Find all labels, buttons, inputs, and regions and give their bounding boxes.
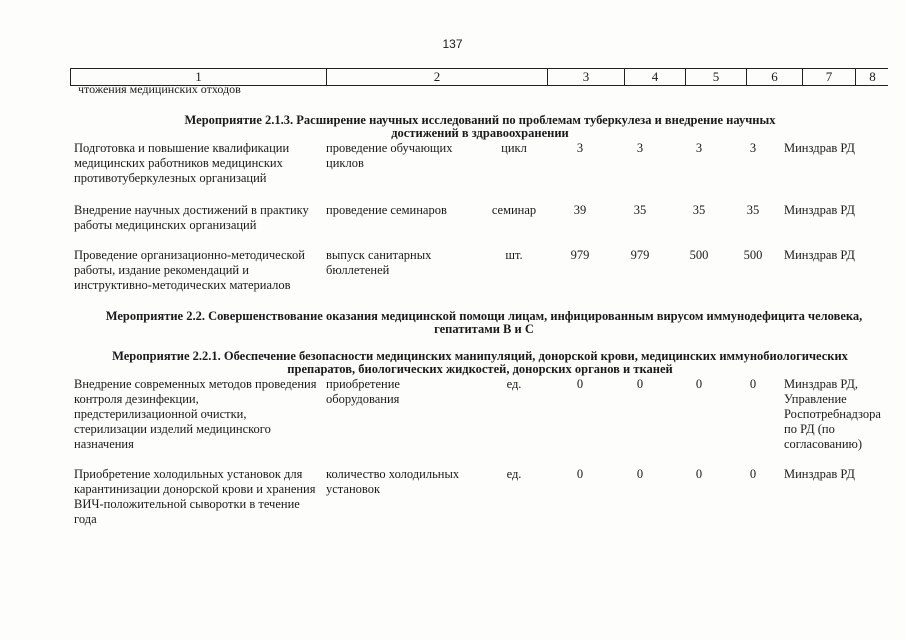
- value-3: 0: [695, 377, 703, 391]
- page-number: 137: [442, 37, 463, 51]
- measure-name: Внедрение современных методов проведения контроля дезинфекции, предстерилизационной очистки, стерилизации изделий медицинского назначения: [74, 377, 317, 451]
- continuation-text: чтожения медицинских отходов: [78, 82, 241, 96]
- value-2: 3: [636, 141, 644, 155]
- unit: ед.: [506, 377, 522, 391]
- column-number-2: 2: [326, 69, 547, 85]
- indicator: проведение обучающих циклов: [326, 141, 453, 170]
- responsible: Минздрав РД: [784, 203, 855, 217]
- measure-name: Проведение организационно-методической работы, издание рекомендаций и инструктивно-методических материалов: [74, 248, 305, 292]
- responsible: Минздрав РД: [784, 141, 855, 155]
- value-1: 0: [576, 377, 584, 391]
- responsible: Минздрав РД: [784, 467, 855, 481]
- column-number-6: 6: [746, 69, 802, 85]
- indicator: выпуск санитарных бюллетеней: [326, 248, 432, 277]
- section-heading: Мероприятие 2.2.1. Обеспечение безопасности медицинских манипуляций, донорской крови, медицинских иммунобиологических препаратов, биологических жидкостей, донорских органов и тканей: [112, 349, 848, 376]
- value-1: 3: [576, 141, 584, 155]
- value-1: 979: [570, 248, 590, 262]
- column-number-3: 3: [547, 69, 624, 85]
- section-heading: Мероприятие 2.2. Совершенствование оказания медицинской помощи лицам, инфицированным вирусом иммунодефицита человека, гепатитами В и С: [105, 309, 863, 336]
- value-4: 0: [749, 377, 757, 391]
- column-number-1: 1: [70, 69, 326, 85]
- measure-name: Подготовка и повышение квалификации медицинских работников медицинских противотуберкулезных организаций: [74, 141, 290, 185]
- section-heading: Мероприятие 2.1.3. Расширение научных исследований по проблемам туберкулеза и внедрение научных достижений в здравоохранении: [184, 113, 776, 140]
- unit: ед.: [506, 467, 522, 481]
- value-3: 35: [692, 203, 706, 217]
- column-number-5: 5: [685, 69, 746, 85]
- value-4: 3: [749, 141, 757, 155]
- unit: шт.: [505, 248, 523, 262]
- value-4: 35: [746, 203, 760, 217]
- value-3: 0: [695, 467, 703, 481]
- responsible: Минздрав РД, Управление Роспотребнадзора по РД (по согласованию): [784, 377, 881, 451]
- responsible: Минздрав РД: [784, 248, 855, 262]
- value-3: 3: [695, 141, 703, 155]
- indicator: приобретение оборудования: [326, 377, 400, 406]
- value-4: 0: [749, 467, 757, 481]
- measure-name: Приобретение холодильных установок для карантинизации донорской крови и хранения ВИЧ-положительной сыворотки в течение года: [74, 467, 316, 526]
- column-number-8: 8: [855, 69, 889, 85]
- measure-name: Внедрение научных достижений в практику работы медицинских организаций: [74, 203, 309, 232]
- value-1: 39: [573, 203, 587, 217]
- column-number-7: 7: [802, 69, 855, 85]
- unit: цикл: [501, 141, 527, 155]
- column-number-4: 4: [624, 69, 685, 85]
- value-2: 0: [636, 377, 644, 391]
- value-4: 500: [743, 248, 763, 262]
- value-1: 0: [576, 467, 584, 481]
- unit: семинар: [491, 203, 537, 217]
- value-2: 979: [630, 248, 650, 262]
- value-2: 35: [633, 203, 647, 217]
- value-2: 0: [636, 467, 644, 481]
- indicator: количество холодильных установок: [326, 467, 460, 496]
- indicator: проведение семинаров: [326, 203, 447, 217]
- value-3: 500: [689, 248, 709, 262]
